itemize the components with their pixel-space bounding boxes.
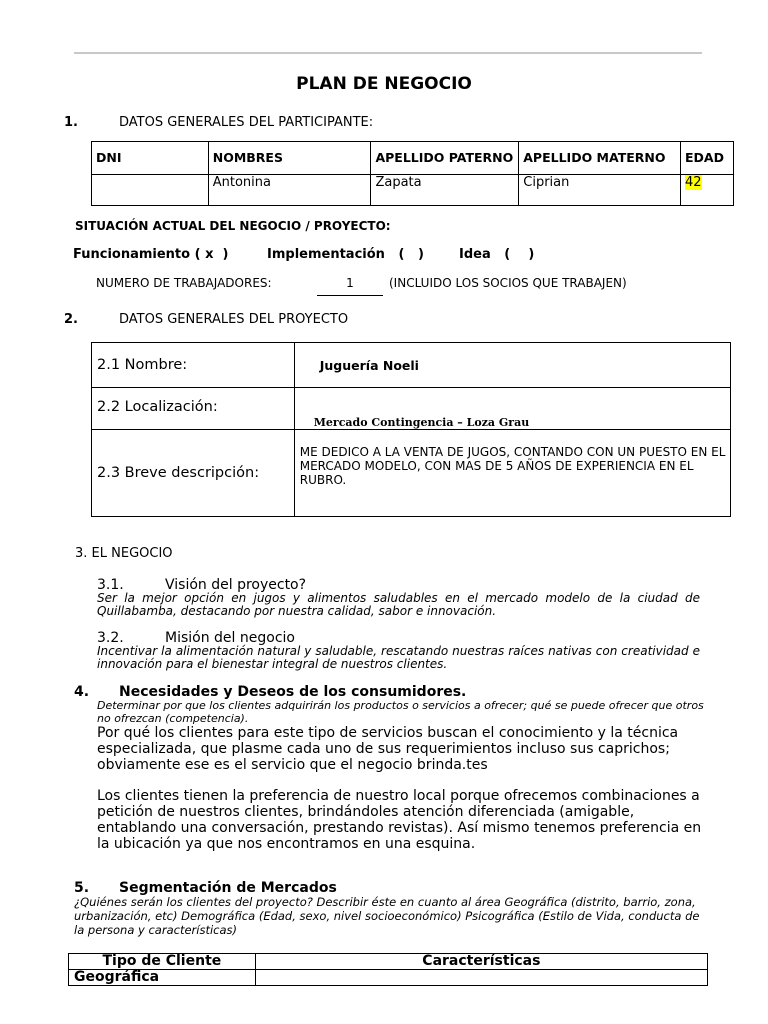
header-apellido-materno: APELLIDO MATERNO (519, 142, 681, 175)
header-tipo-cliente: Tipo de Cliente (69, 954, 256, 970)
nombre-value: Juguería Noeli (294, 343, 730, 388)
project-row-descripcion (92, 430, 731, 517)
table-row (69, 970, 708, 986)
header-apellido-paterno: APELLIDO PATERNO (371, 142, 519, 175)
descripcion-label: 2.3 Breve descripción: (92, 430, 295, 517)
option-idea: Idea ( ) (459, 247, 535, 262)
mision-title: Misión del negocio (165, 630, 295, 646)
segmentation-header-row (69, 954, 708, 970)
situacion-heading: SITUACIÓN ACTUAL DEL NEGOCIO / PROYECTO: (75, 219, 391, 233)
section5-heading: Segmentación de Mercados (119, 880, 337, 896)
section4-paragraph-1: Por qué los clientes para este tipo de servicios buscan el conocimiento y la técnica especializada, que plasme cada uno de sus requerimientos incluso sus caprichos; obviamente ese es el servicio que el negocio brinda.tes (97, 725, 679, 773)
option-implementacion: Implementación ( ) (267, 247, 424, 262)
section1-number: 1. (64, 115, 78, 130)
value-edad (680, 175, 733, 206)
project-row-nombre (92, 343, 731, 388)
segmentation-table (68, 953, 708, 986)
header-nombres: NOMBRES (208, 142, 371, 175)
participant-table (91, 141, 734, 206)
section2-heading: DATOS GENERALES DEL PROYECTO (119, 312, 349, 327)
localizacion-value: Mercado Contingencia – Loza Grau (294, 388, 730, 430)
mision-number: 3.2. (97, 630, 124, 646)
section4-instruction: Determinar por que los clientes adquirirán los productos o servicios a ofrecer; qué se puede ofrecer que otros no ofrezcan (competencia). (97, 699, 704, 725)
option-funcionamiento: Funcionamiento ( x ) (73, 247, 229, 262)
vision-text: Ser la mejor opción en jugos y alimentos saludables en el mercado modelo de la ciudad de Quillabamba, destacando por nuestra calidad, sabor e innovación. (97, 591, 700, 618)
section5-number: 5. (74, 880, 90, 896)
descripcion-value: ME DEDICO A LA VENTA DE JUGOS, CONTANDO CON UN PUESTO EN EL MERCADO MODELO, CON MAS DE 5 AÑOS DE EXPERIENCIA EN EL RUBRO. (294, 430, 730, 517)
section1-heading: DATOS GENERALES DEL PARTICIPANTE: (119, 115, 374, 130)
participant-header-row (92, 142, 734, 175)
mision-text: Incentivar la alimentación natural y saludable, rescatando nuestras raíces nativas con creatividad e innovación para el bienestar integral de nuestros clientes. (97, 644, 700, 671)
vision-number: 3.1. (97, 577, 124, 593)
value-nombres: Antonina (208, 175, 371, 206)
value-dni (92, 175, 209, 206)
header-caracteristicas: Características (255, 954, 707, 970)
top-rule (74, 52, 702, 54)
participant-value-row (92, 175, 734, 206)
trabajadores-label: NUMERO DE TRABAJADORES: (96, 276, 272, 290)
page-title: PLAN DE NEGOCIO (296, 74, 472, 94)
row-tipo-geografica: Geográfica (69, 970, 256, 986)
section3-heading: 3. EL NEGOCIO (75, 546, 173, 561)
header-edad: EDAD (680, 142, 733, 175)
header-dni: DNI (92, 142, 209, 175)
nombre-label: 2.1 Nombre: (92, 343, 295, 388)
section4-number: 4. (74, 684, 90, 700)
localizacion-label: 2.2 Localización: (92, 388, 295, 430)
row-caracteristicas-geografica (255, 970, 707, 986)
project-row-localizacion (92, 388, 731, 430)
vision-title: Visión del proyecto? (165, 577, 307, 593)
project-table (91, 342, 731, 517)
section2-number: 2. (64, 312, 78, 327)
section5-instruction: ¿Quiénes serán los clientes del proyecto? Describir éste en cuanto al área Geográfica (distrito, barrio, zona, urbanización, etc) Demográfica (Edad, sexo, nivel socioeconómico) Psicográfica (Estilo de Vida, conducta de la persona y características) (74, 895, 700, 937)
trabajadores-value: 1 (317, 276, 383, 296)
value-apellido-materno: Ciprian (519, 175, 681, 206)
trabajadores-note: (INCLUIDO LOS SOCIOS QUE TRABAJEN) (389, 276, 627, 290)
value-apellido-paterno: Zapata (371, 175, 519, 206)
section4-heading: Necesidades y Deseos de los consumidores. (119, 684, 467, 700)
section4-paragraph-2: Los clientes tienen la preferencia de nuestro local porque ofrecemos combinaciones a petición de nuestros clientes, brindándoles atención diferenciada (amigable, entablando una conversación, prestando revistas). Así mismo tenemos preferencia en la ubicación ya que nos encontramos en una esquina. (97, 788, 702, 852)
edad-highlight: 42 (684, 175, 702, 190)
